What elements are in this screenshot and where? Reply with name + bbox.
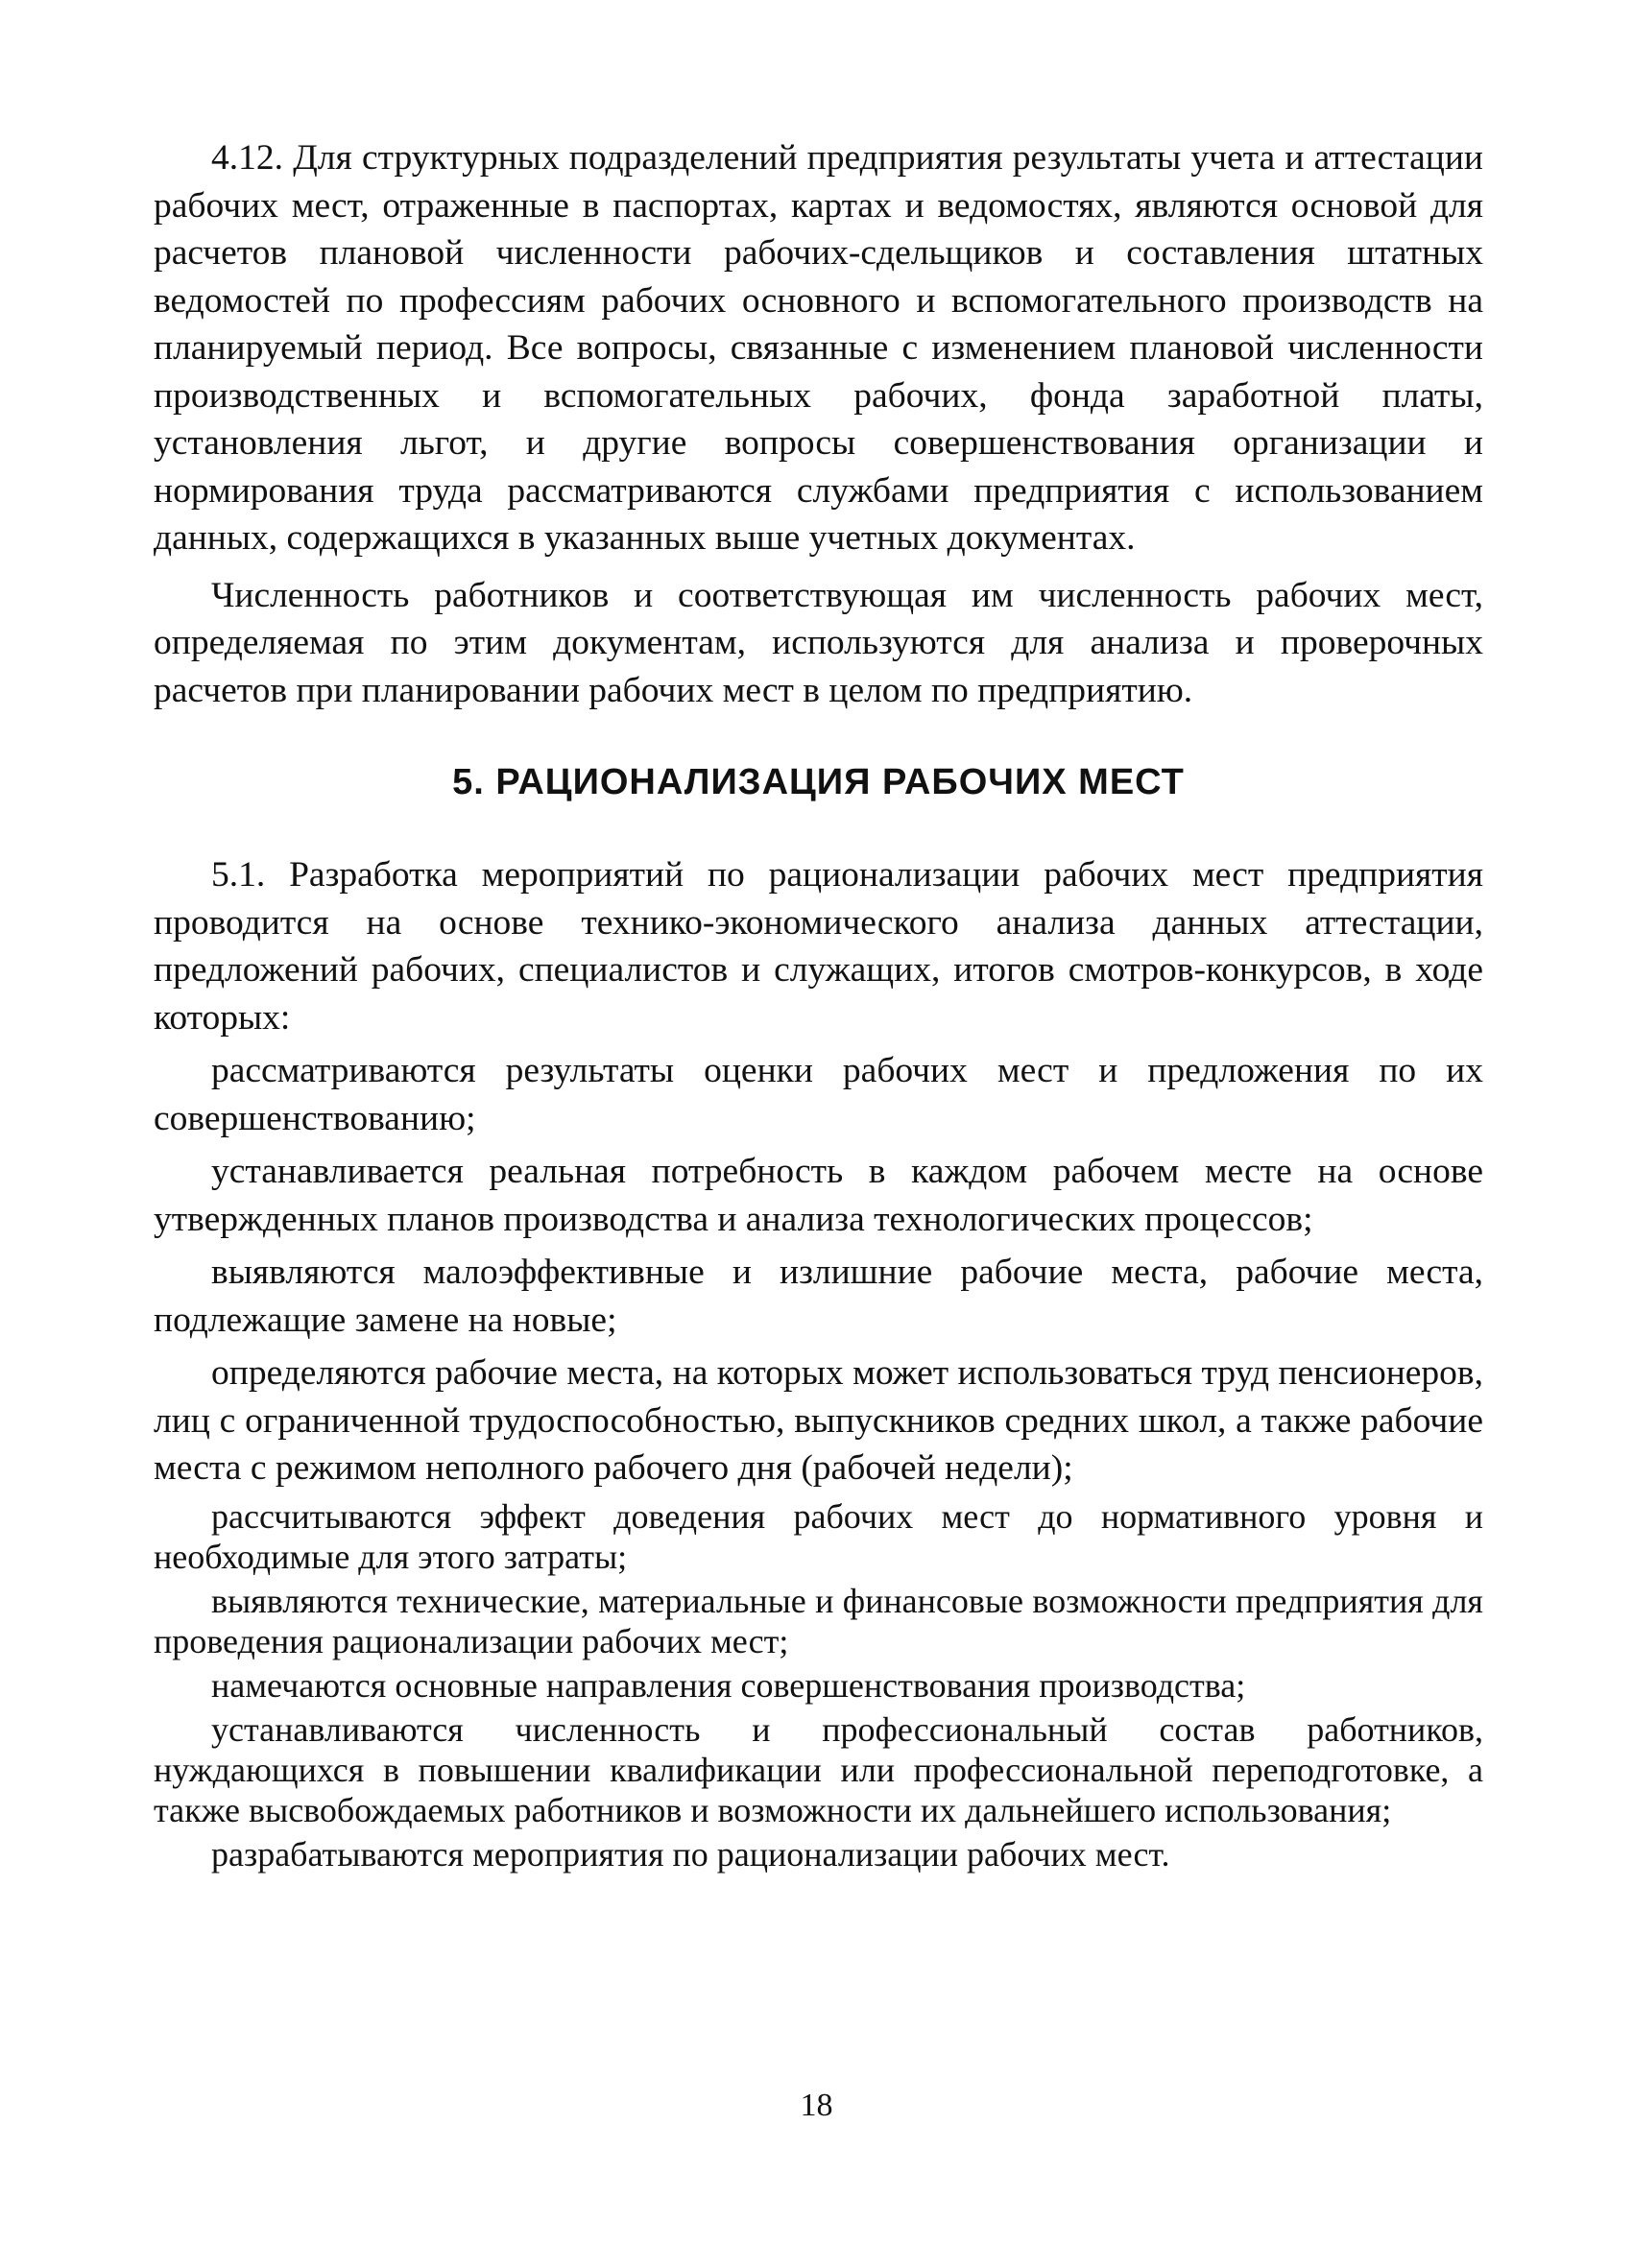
measures-list (154, 1047, 1483, 1492)
list-item: выявляются малоэффективные и излишние рабочие места, рабочие места, подлежащие замене на новые; (154, 1253, 1483, 1340)
list-item: выявляются технические, материальные и финансовые возможности предприятия для проведения рационализации рабочих мест; (154, 1581, 1483, 1660)
paragraph-staff-count: Численность работников и соответствующая им численность рабочих мест, определяемая по этим документам, используются для анализа и проверочных расчетов при планировании рабочих мест в целом по предприятию. (154, 575, 1483, 710)
list-item: рассматриваются результаты оценки рабочих мест и предложения по их совершенствованию; (154, 1051, 1483, 1138)
section-heading: 5. РАЦИОНАЛИЗАЦИЯ РАБОЧИХ МЕСТ (452, 762, 1185, 802)
list-item: устанавливаются численность и профессиональный состав работников, нуждающихся в повышении квалификации или профессиональной переподготовке, а также высвобождаемых работников и возможности их дальнейшего использования; (154, 1709, 1483, 1829)
list-item: определяются рабочие места, на которых может использоваться труд пенсионеров, лиц с ограниченной трудоспособностью, выпускников средних школ, а также рабочие места с режимом неполного рабочего дня (рабочей недели); (154, 1353, 1483, 1488)
page-number: 18 (800, 2088, 833, 2123)
document-page (154, 134, 1483, 1874)
list-item: рассчитываются эффект доведения рабочих мест до нормативного уровня и необходимые для этого затраты; (154, 1496, 1483, 1576)
paragraph-5-1: 5.1. Разработка мероприятий по рационализации рабочих мест предприятия проводится на основе технико-экономического анализа данных аттестации, предложений рабочих, специалистов и служащих, итогов смотров-конкурсов, в ходе которых: (154, 855, 1483, 1038)
list-item: разрабатываются мероприятия по рационализации рабочих мест. (211, 1834, 1170, 1874)
paragraph-4-12: 4.12. Для структурных подразделений предприятия результаты учета и аттестации рабочих мест, отраженные в паспортах, картах и ведомостях, являются основой для расчетов плановой численности рабочих-сдельщиков и составления штатных ведомостей по профессиям рабочих основного и вспомогательного производств на планируемый период. Все вопросы, связанные с изменением плановой численности производственных и вспомогательных рабочих, фонда заработной платы, установления льгот, и другие вопросы совершенствования организации и нормирования труда рассматриваются службами предприятия с использованием данных, содержащихся в указанных выше учетных документах. (154, 138, 1483, 558)
list-item: намечаются основные направления совершенствования производства; (211, 1665, 1246, 1705)
measures-list-continued (154, 1496, 1483, 1874)
list-item: устанавливается реальная потребность в каждом рабочем месте на основе утвержденных планов производства и анализа технологических процессов; (154, 1152, 1483, 1239)
